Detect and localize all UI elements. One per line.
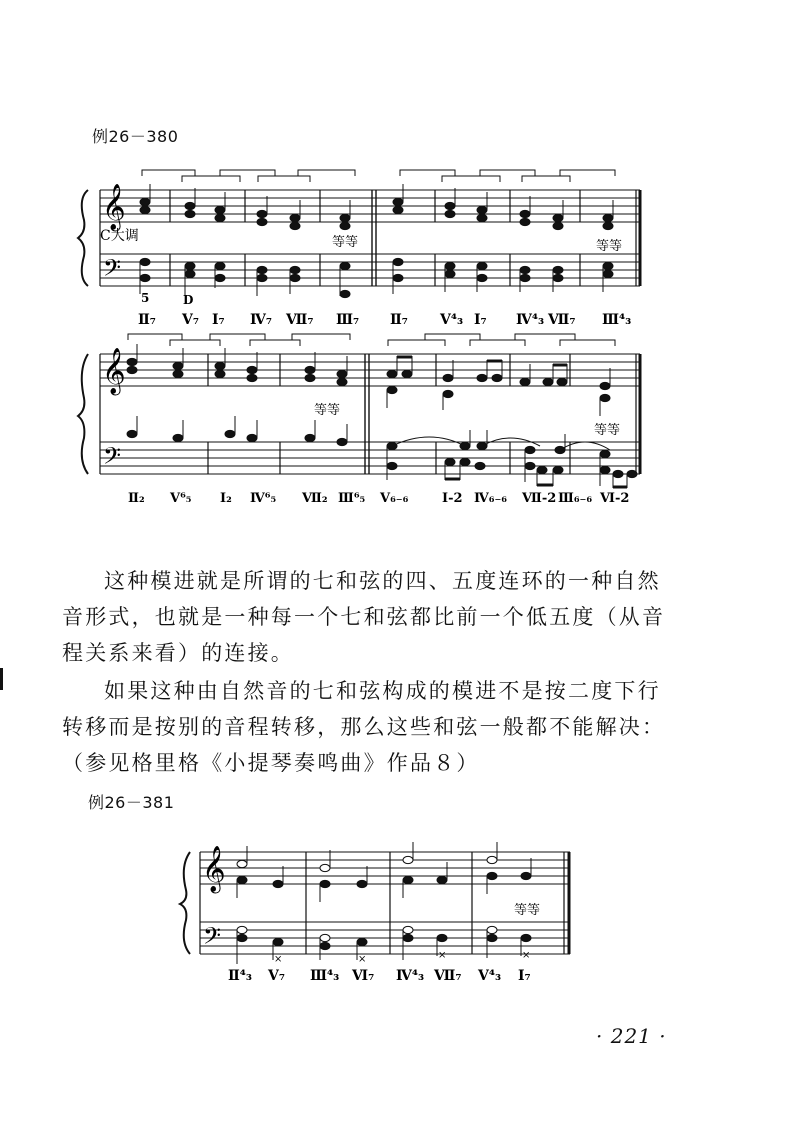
- svg-text:Ⅰ-2: Ⅰ-2: [442, 491, 463, 506]
- svg-text:Ⅴ⁴₃: Ⅴ⁴₃: [440, 312, 464, 328]
- row1-chord-labels: [138, 312, 631, 328]
- svg-text:Ⅰ₂: Ⅰ₂: [220, 491, 232, 506]
- row2-chord-labels: [128, 491, 629, 506]
- etc-label-4: 等等: [594, 423, 621, 438]
- svg-text:Ⅲ₇: Ⅲ₇: [336, 312, 360, 328]
- staff-lines-bass-3: [200, 922, 570, 954]
- chord-brackets-2: [128, 334, 615, 346]
- staff-lines-treble-3: [200, 852, 570, 884]
- bass-clef-icon: 𝄢: [103, 254, 122, 287]
- treble-clef-icon-3: 𝄞: [202, 846, 226, 892]
- svg-text:Ⅲ⁶₅: Ⅲ⁶₅: [338, 491, 366, 506]
- svg-text:Ⅳ⁴₃: Ⅳ⁴₃: [516, 312, 545, 328]
- svg-text:×: ×: [438, 950, 447, 961]
- svg-text:Ⅴ⁶₅: Ⅴ⁶₅: [170, 491, 192, 506]
- svg-text:Ⅶ-2: Ⅶ-2: [522, 491, 557, 506]
- svg-text:Ⅰ₇: Ⅰ₇: [518, 968, 531, 984]
- svg-text:Ⅳ⁴₃: Ⅳ⁴₃: [396, 968, 425, 984]
- chord-brackets: [142, 170, 615, 182]
- example-label-381: 例26－381: [88, 793, 175, 812]
- svg-text:Ⅴ₇: Ⅴ₇: [182, 312, 199, 328]
- treble-clef-icon: 𝄞: [102, 184, 126, 230]
- sharp-marks: [274, 950, 530, 965]
- margin-mark: [0, 668, 3, 690]
- svg-text:Ⅶ₇: Ⅶ₇: [434, 968, 462, 984]
- paragraph-2: 如果这种由自然音的七和弦构成的模进不是按二度下行转移而是按别的音程转移，那么这些和弦一般都不能解决：（参见格里格《小提琴奏鸣曲》作品８）: [62, 679, 666, 775]
- svg-text:Ⅱ₇: Ⅱ₇: [138, 312, 156, 328]
- paragraph-1: 这种模进就是所谓的七和弦的四、五度连环的一种自然音形式，也就是一种每一个七和弦都比前一个低五度（从音程关系来看）的连接。: [62, 569, 666, 665]
- svg-text:Ⅰ₇: Ⅰ₇: [212, 312, 225, 328]
- svg-text:Ⅵ-2: Ⅵ-2: [600, 491, 630, 506]
- etc-label-2: 等等: [596, 239, 623, 254]
- bass-figure-d: D: [183, 293, 194, 307]
- treble-clef-icon-2: 𝄞: [102, 348, 126, 394]
- etc-label-3: 等等: [314, 403, 341, 418]
- bass-clef-icon-2: 𝄢: [103, 442, 122, 475]
- svg-text:Ⅳ₆₋₆: Ⅳ₆₋₆: [474, 491, 508, 506]
- example-381-chord-labels: [228, 968, 531, 984]
- example-label-380: 例26－380: [92, 127, 179, 146]
- svg-text:Ⅳ₇: Ⅳ₇: [250, 312, 273, 328]
- page-number: · 221 ·: [596, 1024, 667, 1048]
- svg-text:Ⅲ⁴₃: Ⅲ⁴₃: [310, 968, 340, 984]
- score-system-1: [70, 168, 680, 338]
- svg-text:Ⅱ₂: Ⅱ₂: [128, 491, 145, 506]
- svg-text:Ⅲ⁴₃: Ⅲ⁴₃: [602, 312, 632, 328]
- svg-text:Ⅴ⁴₃: Ⅴ⁴₃: [478, 968, 502, 984]
- brace-3: [180, 852, 190, 954]
- svg-text:Ⅱ₇: Ⅱ₇: [390, 312, 408, 328]
- brace: [78, 190, 88, 286]
- svg-text:Ⅶ₂: Ⅶ₂: [302, 491, 328, 506]
- svg-text:Ⅱ⁴₃: Ⅱ⁴₃: [228, 968, 253, 984]
- svg-text:×: ×: [358, 954, 367, 965]
- svg-text:Ⅴ₇: Ⅴ₇: [268, 968, 285, 984]
- svg-text:×: ×: [274, 954, 283, 965]
- svg-text:Ⅶ₇: Ⅶ₇: [286, 312, 314, 328]
- etc-label-1: 等等: [332, 235, 359, 250]
- svg-text:Ⅶ₇: Ⅶ₇: [548, 312, 576, 328]
- score-system-2: [70, 330, 680, 520]
- bass-figure-5: 5: [141, 291, 150, 305]
- svg-text:×: ×: [522, 950, 531, 961]
- svg-text:Ⅲ₆₋₆: Ⅲ₆₋₆: [558, 491, 593, 506]
- svg-text:Ⅳ⁶₅: Ⅳ⁶₅: [250, 491, 277, 506]
- key-label: C大调: [100, 228, 139, 244]
- svg-text:Ⅵ₇: Ⅵ₇: [352, 968, 375, 984]
- etc-label-5: 等等: [514, 903, 541, 918]
- svg-text:Ⅴ₆₋₆: Ⅴ₆₋₆: [380, 491, 409, 506]
- svg-text:Ⅰ₇: Ⅰ₇: [474, 312, 487, 328]
- score-system-3: [170, 838, 590, 998]
- brace-2: [78, 354, 88, 474]
- bass-clef-icon-3: 𝄢: [203, 922, 222, 955]
